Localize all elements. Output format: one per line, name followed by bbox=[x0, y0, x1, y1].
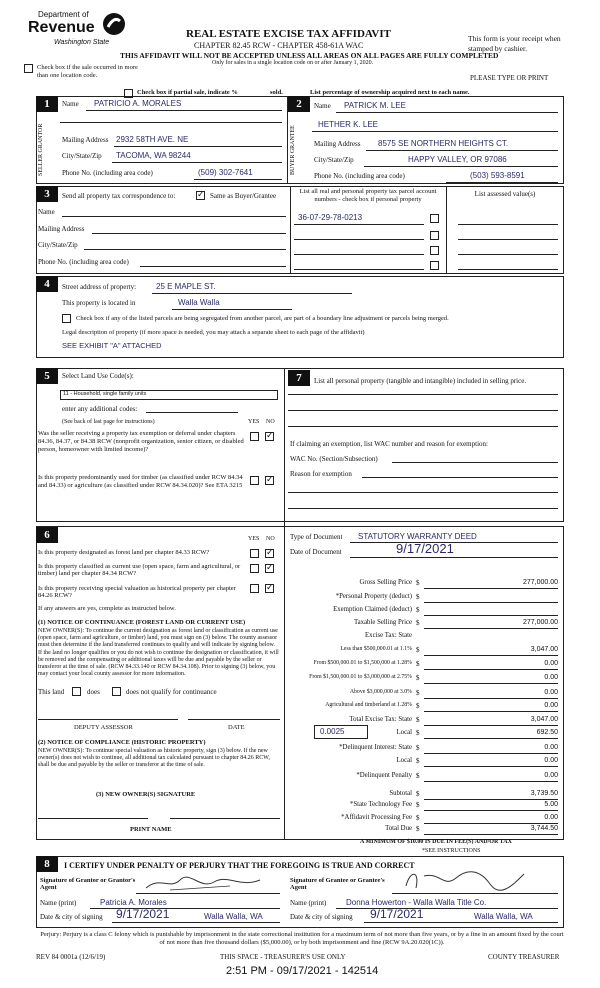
tax-row-label: *Delinquent Interest: State bbox=[339, 744, 412, 751]
seller-mail-label: Mailing Address bbox=[62, 136, 109, 144]
see-instructions-note: *SEE INSTRUCTIONS bbox=[422, 848, 481, 854]
send-tax-label: Send all property tax correspondence to: bbox=[62, 192, 176, 200]
deputy-assessor-label: DEPUTY ASSESSOR bbox=[74, 724, 133, 731]
grantee-date-label: Date & city of signing bbox=[290, 913, 353, 921]
personal-property-label: List all personal property (tangible and intangible) included in selling price. bbox=[314, 377, 527, 385]
section-2-number: 2 bbox=[288, 96, 310, 112]
tax-dollar-sign: $ bbox=[416, 579, 420, 587]
tax-row-value[interactable]: 0.00 bbox=[544, 674, 558, 681]
grantee-city[interactable]: Walla Walla, WA bbox=[474, 912, 533, 921]
type-print-label: PLEASE TYPE OR PRINT bbox=[470, 74, 549, 82]
section-7-number: 7 bbox=[288, 370, 310, 386]
tax-row-value[interactable]: 0.00 bbox=[544, 660, 558, 667]
parcel-personal-checkbox-1[interactable] bbox=[430, 214, 439, 223]
tax-row-label: *Delinquent Penalty bbox=[356, 772, 412, 779]
notice-compliance-body: NEW OWNER(S): To continue special valuation as historic property, sign (3) below. If the new owner(s) does not wish to continue, all additional tax calculated pursuant to chapter 84.26 RCW, shall be due and payable by the seller or transferor at the time of sale. bbox=[38, 748, 270, 769]
doc-date[interactable]: 9/17/2021 bbox=[396, 541, 454, 556]
section-4-number: 4 bbox=[36, 276, 58, 292]
located-in[interactable]: Walla Walla bbox=[178, 298, 220, 307]
rev-code: REV 84 0001a (12/6/19) bbox=[36, 953, 106, 961]
exemption-question: Was the seller receiving a property tax exemption or deferral under chapters 84.36, 84.37, or 84.38 RCW (nonprofit organization, senior citizen, or disabled person, homeowner with limited income)? bbox=[38, 430, 244, 453]
sec5-yes-header: YES bbox=[248, 419, 260, 425]
tax-row-value[interactable]: 0.00 bbox=[544, 702, 558, 709]
seller-name-label: Name bbox=[62, 100, 79, 108]
buyer-name-label: Name bbox=[314, 102, 331, 110]
street-label: Street address of property: bbox=[62, 283, 137, 291]
tax-dollar-sign: $ bbox=[416, 814, 420, 822]
section-5-number: 5 bbox=[36, 368, 58, 384]
corr-phone-label: Phone No. (including area code) bbox=[38, 258, 129, 266]
multi-location-label: Check box if the sale occurred in more than one location code. bbox=[37, 64, 138, 79]
buyer-phone-label: Phone No. (including area code) bbox=[314, 172, 405, 180]
land-use-value: 11 - Household, single family units bbox=[63, 391, 147, 397]
tax-row-label: Gross Selling Price bbox=[359, 579, 412, 586]
historic-yes-checkbox[interactable] bbox=[250, 584, 259, 593]
tax-dollar-sign: $ bbox=[416, 702, 420, 710]
forest-no-checkbox[interactable] bbox=[265, 549, 274, 558]
tax-row-label: *Personal Property (deduct) bbox=[335, 593, 412, 600]
seller-side-label: SELLER GRANTOR bbox=[38, 123, 44, 177]
grantor-date[interactable]: 9/17/2021 bbox=[116, 907, 170, 921]
doc-type[interactable]: STATUTORY WARRANTY DEED bbox=[358, 532, 477, 541]
perjury-statement: Perjury: Perjury is a class C felony which is punishable by imprisonment in the state correctional institution for a maximum term of not more than five years, or by a fine in an amount fixed by the court of not more than five thousand dollars ($5,000.00), or by both imprisonment and fine (RCW 9A.20.020(1C)). bbox=[40, 931, 564, 946]
notice-continuance-title: (1) NOTICE OF CONTINUANCE (FOREST LAND OR CURRENT USE) bbox=[38, 619, 246, 626]
dor-logo bbox=[28, 10, 138, 52]
sec6-no-header: NO bbox=[266, 536, 275, 542]
wac-label: WAC No. (Section/Subsection) bbox=[290, 455, 378, 463]
located-in-label: This property is located in bbox=[62, 299, 136, 307]
current-use-no-checkbox[interactable] bbox=[265, 564, 274, 573]
tax-row-label: Subtotal bbox=[389, 790, 412, 797]
segregate-label: Check box if any of the listed parcels are being segregated from another parcel, are part of a boundary line adjustment or parcels being merged. bbox=[76, 315, 449, 322]
does-qualify-checkbox[interactable] bbox=[72, 687, 81, 696]
does-not-label: does not qualify for continuance bbox=[126, 688, 217, 696]
tax-dollar-sign: $ bbox=[416, 772, 420, 780]
this-land-label: This land bbox=[38, 688, 65, 696]
sec6-yes-header: YES bbox=[248, 536, 260, 542]
receipt-note: This form is your receipt when stamped by cashier. bbox=[468, 34, 561, 53]
grantee-signature[interactable] bbox=[400, 866, 530, 894]
tax-row-label: Less than $500,000.01 at 1.1% bbox=[340, 646, 412, 652]
exemption-no-checkbox[interactable] bbox=[265, 432, 274, 441]
tax-row-label: Total Excise Tax: State bbox=[349, 716, 412, 723]
certify-statement: I CERTIFY UNDER PENALTY OF PERJURY THAT THE FOREGOING IS TRUE AND CORRECT bbox=[64, 861, 415, 870]
timber-no-checkbox[interactable] bbox=[265, 476, 274, 485]
current-use-question: Is this property classified as current use (open space, farm and agricultural, or timber) land per chapter 84.34 RCW? bbox=[38, 563, 241, 577]
tax-row-value[interactable]: 0.00 bbox=[544, 744, 558, 751]
local-rate[interactable]: 0.0025 bbox=[320, 727, 345, 736]
form-warning: THIS AFFIDAVIT WILL NOT BE ACCEPTED UNLESS ALL AREAS ON ALL PAGES ARE FULLY COMPLETED bbox=[120, 51, 499, 60]
forest-question: Is this property designated as forest land per chapter 84.33 RCW? bbox=[38, 549, 210, 556]
treasurer-stamp: 2:51 PM - 09/17/2021 - 142514 bbox=[226, 965, 379, 977]
exemption-claim-label: If claiming an exemption, list WAC number and reason for exemption: bbox=[290, 440, 488, 448]
tax-row-value[interactable]: 0.00 bbox=[544, 772, 558, 779]
buyer-phone[interactable]: (503) 593-8591 bbox=[470, 171, 525, 180]
tax-row-value[interactable]: 5.00 bbox=[544, 801, 558, 808]
tax-dollar-sign: $ bbox=[416, 757, 420, 765]
additional-codes-label: enter any additional codes: bbox=[62, 405, 138, 413]
tax-row-value[interactable]: 0.00 bbox=[544, 689, 558, 696]
multi-location-checkbox[interactable] bbox=[24, 64, 33, 73]
doc-type-label: Type of Document bbox=[290, 533, 343, 541]
seller-city[interactable]: TACOMA, WA 98244 bbox=[116, 151, 191, 160]
does-not-qualify-checkbox[interactable] bbox=[112, 687, 121, 696]
grantee-date[interactable]: 9/17/2021 bbox=[370, 907, 424, 921]
seller-phone-label: Phone No. (including area code) bbox=[62, 169, 153, 177]
minimum-due-note: A MINIMUM OF $10.00 IS DUE IN FEE(S) AND/OR TAX bbox=[360, 839, 512, 845]
see-back-label: (See back of last page for instructions) bbox=[62, 419, 155, 425]
parcel-personal-checkbox-2[interactable] bbox=[430, 231, 439, 240]
corr-mail-label: Mailing Address bbox=[38, 225, 85, 233]
historic-question: Is this property receiving special valuation as historical property per chapter 84.26 RCW? bbox=[38, 585, 236, 599]
parcel-personal-checkbox-4[interactable] bbox=[430, 261, 439, 270]
corr-name-label: Name bbox=[38, 208, 55, 216]
tax-row-label: *Affidavit Processing Fee bbox=[341, 814, 412, 821]
sec5-no-header: NO bbox=[266, 419, 275, 425]
tax-dollar-sign: $ bbox=[416, 606, 420, 614]
assessor-date-label: DATE bbox=[228, 724, 245, 731]
buyer-side-label: BUYER GRANTEE bbox=[290, 125, 296, 175]
tax-row-label: *State Technology Fee bbox=[349, 801, 412, 808]
tax-row-value[interactable]: 3,047.00 bbox=[530, 646, 558, 653]
notice-compliance-title: (2) NOTICE OF COMPLIANCE (HISTORIC PROPERTY) bbox=[38, 739, 206, 746]
grantee-name[interactable]: Donna Howerton - Walla Walla Title Co. bbox=[346, 898, 487, 907]
land-use-label: Select Land Use Code(s): bbox=[62, 372, 134, 380]
doc-date-label: Date of Document bbox=[290, 548, 342, 556]
parcel-header: List all real and personal property tax parcel account numbers - check box if personal property bbox=[299, 188, 437, 203]
seller-mail[interactable]: 2932 58TH AVE. NE bbox=[116, 135, 189, 144]
tax-dollar-sign: $ bbox=[416, 674, 420, 682]
historic-no-checkbox[interactable] bbox=[265, 584, 274, 593]
same-as-buyer-checkbox[interactable] bbox=[196, 191, 205, 200]
grantor-signature-label: Signature of Grantor or Grantor's Agent bbox=[40, 877, 136, 891]
form-chapter: CHAPTER 82.45 RCW - CHAPTER 458-61A WAC bbox=[194, 41, 364, 50]
buyer-name-2[interactable]: HETHER K. LEE bbox=[318, 120, 379, 129]
exemption-yes-checkbox[interactable] bbox=[250, 432, 259, 441]
tax-dollar-sign: $ bbox=[416, 825, 420, 833]
tax-dollar-sign: $ bbox=[416, 689, 420, 697]
street-address[interactable]: 25 E MAPLE ST. bbox=[156, 282, 216, 291]
print-name-label: PRINT NAME bbox=[130, 826, 172, 833]
seller-phone[interactable]: (509) 302-7641 bbox=[198, 168, 253, 177]
tax-dollar-sign: $ bbox=[416, 744, 420, 752]
corr-city-label: City/State/Zip bbox=[38, 241, 78, 249]
parcel-personal-checkbox-3[interactable] bbox=[430, 246, 439, 255]
county-treasurer: COUNTY TREASURER bbox=[488, 953, 560, 961]
sold-label: sold. bbox=[270, 89, 283, 96]
tax-row-value[interactable]: 0.00 bbox=[544, 814, 558, 821]
seller-city-label: City/State/Zip bbox=[62, 152, 102, 160]
tax-row-label: Agricultural and timberland at 1.28% bbox=[325, 702, 412, 708]
legal-desc-label: Legal description of property (if more space is needed, you may attach a separate sheet to each page of the affidavit) bbox=[62, 329, 365, 336]
tax-row-label: Exemption Claimed (deduct) bbox=[333, 606, 412, 613]
timber-question: Is this property predominantly used for timber (as classified under RCW 84.34 and 84.33) or agriculture (as classified under RCW 84.34.020)? See ETA 3215 bbox=[38, 474, 243, 489]
tax-dollar-sign: $ bbox=[416, 729, 420, 737]
grantee-signature-label: Signature of Grantee or Grantee's Agent bbox=[290, 877, 385, 891]
legal-description[interactable]: SEE EXHIBIT "A" ATTACHED bbox=[62, 341, 162, 350]
tax-row-value[interactable]: 277,000.00 bbox=[522, 579, 558, 586]
any-yes-label: If any answers are yes, complete as instructed below. bbox=[38, 605, 176, 612]
parcel-number[interactable]: 36-07-29-78-0213 bbox=[298, 213, 363, 222]
treasurer-space: THIS SPACE - TREASURER'S USE ONLY bbox=[220, 953, 346, 961]
buyer-city-label: City/State/Zip bbox=[314, 156, 354, 164]
section-8-number: 8 bbox=[36, 856, 58, 872]
grantor-date-label: Date & city of signing bbox=[40, 913, 103, 921]
tax-dollar-sign: $ bbox=[416, 660, 420, 668]
tax-row-value[interactable]: 3,744.50 bbox=[530, 825, 558, 832]
does-label: does bbox=[87, 688, 100, 696]
tax-row-value[interactable]: 3,047.00 bbox=[530, 716, 558, 723]
tax-row-label: Total Due bbox=[385, 825, 412, 832]
current-use-yes-checkbox[interactable] bbox=[250, 564, 259, 573]
logo-revenue: Revenue bbox=[28, 19, 95, 36]
tax-dollar-sign: $ bbox=[416, 801, 420, 809]
notice-continuance-body: NEW OWNER(S): To continue the current designation as forest land or classification as current use (open space, farm and agriculture, or timber) land, you must sign on (3) below. The county assessor must then determine if the land transferred continues to qualify and will indicate by signing below. If the land no longer qualifies or you do not wish to continue the designation or classification, it will be removed and the compensating or additional taxes will be due and payable by the seller or transferor at the time of sale. (RCW 84.33.140 or RCW 84.34.108). Prior to signing (3) below, you may contact your local county assessor for more information. bbox=[38, 628, 279, 678]
tax-row-label: From $500,000.01 to $1,500,000 at 1.28% bbox=[313, 660, 412, 666]
grantor-signature[interactable] bbox=[140, 872, 280, 894]
tax-row-label: Local bbox=[396, 729, 412, 736]
tax-row-value[interactable]: 3,739.50 bbox=[530, 790, 558, 797]
tax-dollar-sign: $ bbox=[416, 716, 420, 724]
section-1-number: 1 bbox=[36, 96, 58, 112]
tax-row-value[interactable]: 0.00 bbox=[544, 757, 558, 764]
section-6-number: 6 bbox=[36, 527, 58, 543]
segregate-checkbox[interactable] bbox=[62, 314, 71, 323]
assessed-header: List assessed value(s) bbox=[474, 190, 536, 198]
tax-row-label: Taxable Selling Price bbox=[353, 619, 412, 626]
grantor-name-label: Name (print) bbox=[40, 899, 77, 907]
buyer-city[interactable]: HAPPY VALLEY, OR 97086 bbox=[408, 155, 507, 164]
tax-dollar-sign: $ bbox=[416, 790, 420, 798]
forest-yes-checkbox[interactable] bbox=[250, 549, 259, 558]
list-pct-label: List percentage of ownership acquired next to each name. bbox=[310, 89, 470, 96]
tax-row-label: Local bbox=[396, 757, 412, 764]
tax-dollar-sign: $ bbox=[416, 646, 420, 654]
new-owner-signature-title: (3) NEW OWNER(S) SIGNATURE bbox=[96, 791, 196, 798]
tax-row-label: From $1,500,000.01 to $3,000,000 at 2.75% bbox=[309, 674, 412, 680]
buyer-mail[interactable]: 8575 SE NORTHERN HEIGHTS CT. bbox=[378, 139, 509, 148]
partial-sale-label: Check box if partial sale, indicate % bbox=[137, 89, 238, 96]
section-3-number: 3 bbox=[36, 186, 58, 202]
timber-yes-checkbox[interactable] bbox=[250, 476, 259, 485]
same-as-buyer-label: Same as Buyer/Grantee bbox=[210, 192, 277, 200]
grantor-name[interactable]: Patricia A. Morales bbox=[100, 898, 167, 907]
logo-state: Washington State bbox=[54, 39, 110, 46]
reason-label: Reason for exemption bbox=[290, 470, 352, 478]
grantee-name-label: Name (print) bbox=[290, 899, 327, 907]
form-title: REAL ESTATE EXCISE TAX AFFIDAVIT bbox=[186, 28, 391, 40]
tax-dollar-sign: $ bbox=[416, 619, 420, 627]
buyer-name[interactable]: PATRICK M. LEE bbox=[344, 101, 406, 110]
tax-row-label: Above $3,000,000 at 3.0% bbox=[349, 689, 412, 695]
tax-row-label: Excise Tax: State bbox=[365, 632, 412, 639]
logo-swoosh-icon bbox=[102, 12, 126, 36]
buyer-mail-label: Mailing Address bbox=[314, 140, 361, 148]
tax-row-value[interactable]: 692.50 bbox=[536, 729, 558, 736]
tax-row-value[interactable]: 277,000.00 bbox=[522, 619, 558, 626]
form-subwarning: Only for sales in a single location code on or after January 1, 2020. bbox=[212, 60, 374, 66]
grantor-city[interactable]: Walla Walla, WA bbox=[204, 912, 263, 921]
logo-dept: Department of bbox=[38, 10, 89, 19]
tax-dollar-sign: $ bbox=[416, 593, 420, 601]
seller-name[interactable]: PATRICIO A. MORALES bbox=[94, 99, 182, 108]
